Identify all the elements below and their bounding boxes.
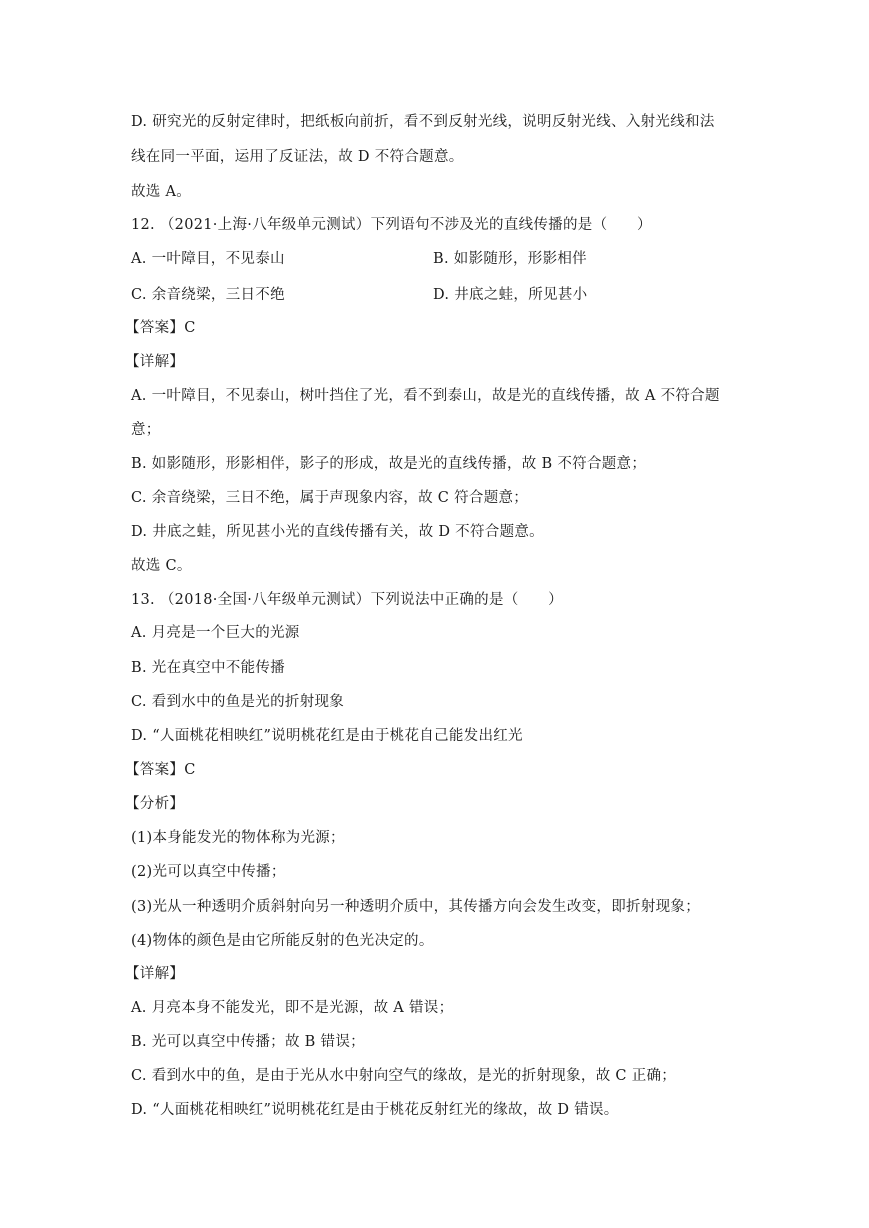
q12-detail-b: B. 如影随形，形影相伴，影子的形成，故是光的直线传播，故 B 不符合题意；	[131, 456, 647, 472]
q12-conclusion: 故选 C。	[131, 558, 192, 574]
q13-detail-a: A. 月亮本身不能发光，即不是光源，故 A 错误；	[131, 1000, 454, 1016]
q11-conclusion: 故选 A。	[131, 184, 192, 200]
q12-stem: 12. （2021·上海·八年级单元测试）下列语句不涉及光的直线传播的是（ ）	[131, 217, 652, 233]
q12-option-c: C. 余音绕梁，三日不绝	[131, 287, 285, 303]
q13-option-b: B. 光在真空中不能传播	[131, 660, 285, 676]
q13-analysis-1: (1)本身能发光的物体称为光源；	[131, 830, 345, 846]
q12-detail-d: D. 井底之蛙，所见甚小光的直线传播有关，故 D 不符合题意。	[131, 524, 544, 540]
q11-option-d-line2: 线在同一平面，运用了反证法，故 D 不符合题意。	[131, 149, 464, 165]
q13-analysis-3: (3)光从一种透明介质斜射向另一种透明介质中，其传播方向会发生改变，即折射现象；	[131, 899, 701, 915]
q13-stem: 13. （2018·全国·八年级单元测试）下列说法中正确的是（ ）	[131, 592, 563, 608]
q13-detail-c: C. 看到水中的鱼，是由于光从水中射向空气的缘故，是光的折射现象，故 C 正确；	[131, 1068, 677, 1084]
q12-option-d: D. 井底之蛙，所见甚小	[433, 287, 588, 303]
q12-answer: 【答案】C	[125, 320, 196, 336]
q13-detail-heading: 【详解】	[125, 966, 185, 982]
q13-option-a: A. 月亮是一个巨大的光源	[131, 625, 300, 641]
q13-analysis-4: (4)物体的颜色是由它所能反射的色光决定的。	[131, 933, 434, 949]
q12-detail-a-line2: 意；	[131, 422, 161, 438]
q13-detail-d: D. “人面桃花相映红”说明桃花红是由于桃花反射红光的缘故，故 D 错误。	[131, 1102, 619, 1118]
q13-detail-b: B. 光可以真空中传播；故 B 错误；	[131, 1034, 365, 1050]
q12-detail-heading: 【详解】	[125, 354, 185, 370]
q12-detail-c: C. 余音绕梁，三日不绝，属于声现象内容，故 C 符合题意；	[131, 490, 529, 506]
q12-option-a: A. 一叶障目，不见泰山	[131, 251, 285, 267]
q13-answer: 【答案】C	[125, 762, 196, 778]
q13-option-d: D. “人面桃花相映红”说明桃花红是由于桃花自己能发出红光	[131, 728, 523, 744]
q11-option-d-line1: D. 研究光的反射定律时，把纸板向前折，看不到反射光线，说明反射光线、入射光线和法	[131, 114, 715, 130]
q12-detail-a-line1: A. 一叶障目，不见泰山，树叶挡住了光，看不到泰山，故是光的直线传播，故 A 不符合题	[131, 388, 720, 404]
q13-analysis-heading: 【分析】	[125, 796, 185, 812]
q13-analysis-2: (2)光可以真空中传播；	[131, 864, 286, 880]
q13-option-c: C. 看到水中的鱼是光的折射现象	[131, 694, 345, 710]
q12-option-b: B. 如影随形，形影相伴	[433, 251, 587, 267]
